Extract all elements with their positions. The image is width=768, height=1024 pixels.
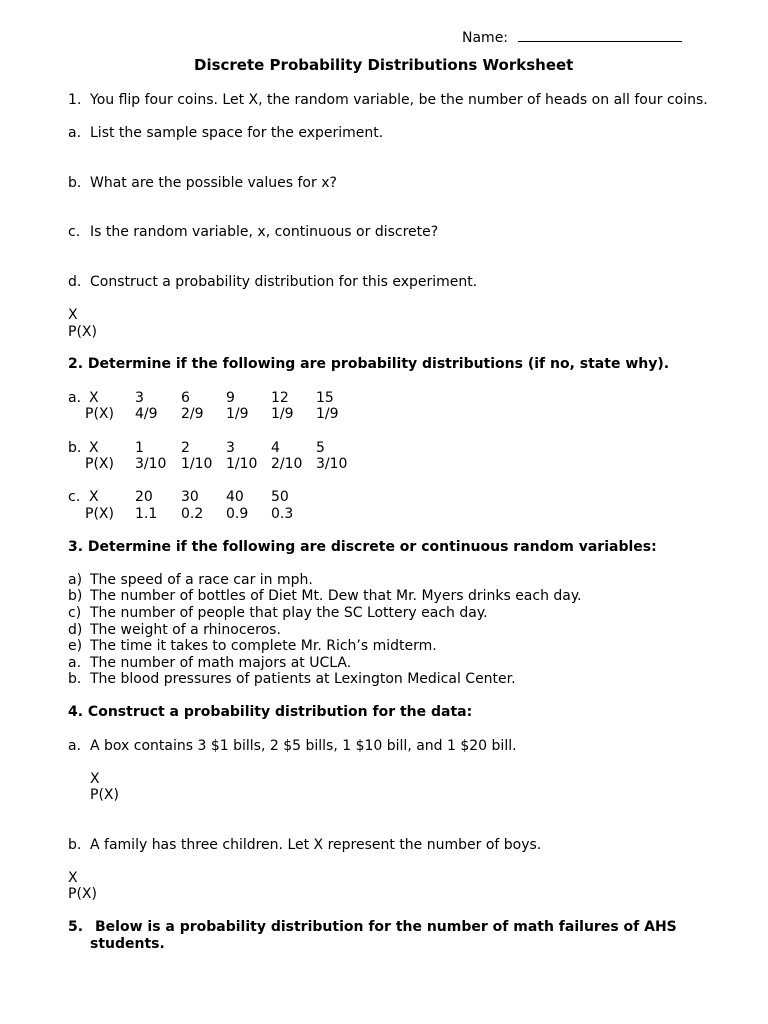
table-cell: 4 xyxy=(271,440,280,456)
q4a-label: a. xyxy=(68,738,82,754)
list-item-label: a) xyxy=(68,572,83,588)
table-cell: 0.9 xyxy=(226,506,249,522)
table-cell: 40 xyxy=(226,489,244,505)
q4a-table-x: X xyxy=(90,771,100,787)
q2a-p-head: P(X) xyxy=(85,406,114,422)
table-cell: 2/10 xyxy=(271,456,303,472)
table-cell: 15 xyxy=(316,390,334,406)
q2c-label: c. xyxy=(68,489,81,505)
table-cell: 2 xyxy=(181,440,190,456)
q1-number: 1. xyxy=(68,92,82,108)
q4-heading: 4. Construct a probability distribution for the data: xyxy=(68,704,473,720)
list-item-label: e) xyxy=(68,638,83,654)
table-cell: 1 xyxy=(135,440,144,456)
table-cell: 30 xyxy=(181,489,199,505)
table-cell: 1/9 xyxy=(226,406,249,422)
worksheet-title: Discrete Probability Distributions Worksheet xyxy=(194,56,574,74)
list-item: The blood pressures of patients at Lexington Medical Center. xyxy=(90,671,516,687)
table-cell: 9 xyxy=(226,390,235,406)
q4b-text: A family has three children. Let X represent the number of boys. xyxy=(90,837,542,853)
q1c-text: Is the random variable, x, continuous or discrete? xyxy=(90,224,439,240)
q1d-label: d. xyxy=(68,274,82,290)
table-cell: 12 xyxy=(271,390,289,406)
q1a-label: a. xyxy=(68,125,82,141)
q1a-text: List the sample space for the experiment. xyxy=(90,125,384,141)
table-cell: 5 xyxy=(316,440,325,456)
list-item-label: c) xyxy=(68,605,82,621)
q2b-p-head: P(X) xyxy=(85,456,114,472)
table-cell: 0.2 xyxy=(181,506,204,522)
name-blank-line[interactable] xyxy=(518,40,682,42)
name-label: Name: xyxy=(462,30,509,46)
table-cell: 0.3 xyxy=(271,506,294,522)
q4a-table-px: P(X) xyxy=(90,787,119,803)
q2b-label: b. xyxy=(68,440,82,456)
q2-heading: 2. Determine if the following are probability distributions (if no, state why). xyxy=(68,356,670,372)
table-cell: 1/9 xyxy=(316,406,339,422)
q1-table-x: X xyxy=(68,307,78,323)
q4b-table-x: X xyxy=(68,870,78,886)
table-cell: 1/10 xyxy=(226,456,258,472)
name-field xyxy=(462,30,682,47)
q4b-table-px: P(X) xyxy=(68,886,97,902)
q3-heading: 3. Determine if the following are discrete or continuous random variables: xyxy=(68,539,657,555)
list-item-label: b. xyxy=(68,671,82,687)
q2a-x-head: X xyxy=(89,390,99,406)
list-item: The number of math majors at UCLA. xyxy=(90,655,352,671)
q2c-p-head: P(X) xyxy=(85,506,114,522)
q5-number: 5. xyxy=(68,919,84,935)
list-item: The time it takes to complete Mr. Rich’s midterm. xyxy=(90,638,437,654)
table-cell: 20 xyxy=(135,489,153,505)
q2a-label: a. xyxy=(68,390,82,406)
q1b-label: b. xyxy=(68,175,82,191)
q2b-x-head: X xyxy=(89,440,99,456)
table-cell: 1/10 xyxy=(181,456,213,472)
table-cell: 3/10 xyxy=(316,456,348,472)
table-cell: 2/9 xyxy=(181,406,204,422)
q5-text-line1: Below is a probability distribution for the number of math failures of AHS xyxy=(95,919,677,935)
q5-text-line2: students. xyxy=(90,936,165,952)
q1b-text: What are the possible values for x? xyxy=(90,175,337,191)
list-item: The number of people that play the SC Lottery each day. xyxy=(90,605,488,621)
table-cell: 50 xyxy=(271,489,289,505)
table-cell: 3 xyxy=(226,440,235,456)
q4b-label: b. xyxy=(68,837,82,853)
q1d-text: Construct a probability distribution for this experiment. xyxy=(90,274,478,290)
q1-text: You flip four coins. Let X, the random variable, be the number of heads on all four coins. xyxy=(90,92,708,108)
list-item-label: a. xyxy=(68,655,82,671)
list-item-label: d) xyxy=(68,622,83,638)
table-cell: 1/9 xyxy=(271,406,294,422)
q1c-label: c. xyxy=(68,224,81,240)
table-cell: 6 xyxy=(181,390,190,406)
q1-table-px: P(X) xyxy=(68,324,97,340)
list-item-label: b) xyxy=(68,588,83,604)
list-item: The speed of a race car in mph. xyxy=(90,572,313,588)
table-cell: 4/9 xyxy=(135,406,158,422)
q2c-x-head: X xyxy=(89,489,99,505)
table-cell: 3 xyxy=(135,390,144,406)
table-cell: 1.1 xyxy=(135,506,158,522)
list-item: The weight of a rhinoceros. xyxy=(90,622,281,638)
list-item: The number of bottles of Diet Mt. Dew that Mr. Myers drinks each day. xyxy=(90,588,582,604)
q4a-text: A box contains 3 $1 bills, 2 $5 bills, 1 $10 bill, and 1 $20 bill. xyxy=(90,738,517,754)
table-cell: 3/10 xyxy=(135,456,167,472)
